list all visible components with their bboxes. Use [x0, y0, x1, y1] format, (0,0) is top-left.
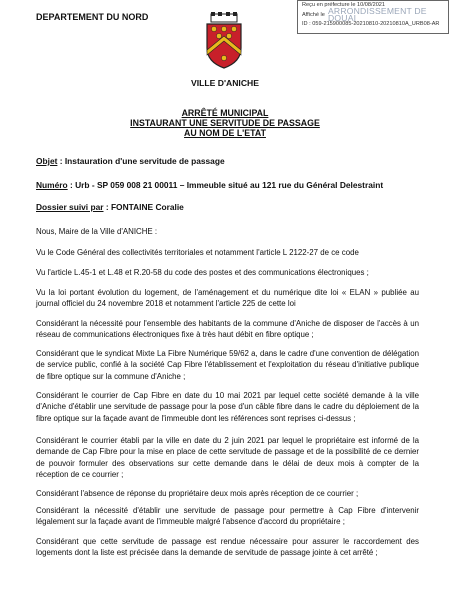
paragraph-considerant-6: Considérant la nécessité d'établir une servitude de passage pour permettre à Cap Fibre d'intervenir légalement sur la façade avant de l'immeuble malgré l'absence d'accord du propriétaire ;: [36, 506, 419, 527]
paragraph-vu-cpce: Vu l'article L.45-1 et L.48 et R.20-58 du code des postes et des communications électroniques ;: [36, 268, 369, 277]
stamp-posted: Affiché le: [302, 12, 325, 18]
stamp-arrondissement: ARRONDISSEMENT DE DOUAI: [328, 6, 427, 23]
paragraph-considerant-1: Considérant la nécessité pour l'ensemble des habitants de la commune d'Aniche de disposer de l'accès à un réseau de communications électroniques fixe à très haut débit en fibre optique ;: [36, 319, 419, 340]
paragraph-considerant-2: Considérant que le syndicat Mixte La Fibre Numérique 59/62 a, dans le cadre d'une convention de délégation de service public, confié à la société Cap Fibre l'établissement et l'exploitation du réseau d'initiative publique de fibre optique sur la commune d'Aniche ;: [36, 349, 419, 381]
number-text: : Urb - SP 059 008 21 00011 – Immeuble situé au 121 rue du Général Delestraint: [67, 180, 384, 190]
paragraph-considerant-5: Considérant l'absence de réponse du propriétaire deux mois après réception de ce courrier ;: [36, 489, 359, 498]
number-label: Numéro: [36, 180, 68, 190]
coat-of-arms-icon: [203, 12, 245, 70]
paragraph-vu-elan: Vu la loi portant évolution du logement, de l'aménagement et du numérique dite loi « ELAN » publiée au journal officiel du 24 novembre 2018 et notamment l'article 225 de cette loi: [36, 288, 419, 309]
stamp-id: ID : 059-215900085-20210810-20210810A_URB08-AR: [302, 21, 440, 27]
subject-line: [36, 156, 225, 166]
department-header: DEPARTEMENT DU NORD: [36, 12, 149, 22]
followed-by-label: Dossier suivi par: [36, 202, 104, 212]
subject-text: : Instauration d'une servitude de passage: [57, 156, 225, 166]
decree-title-line1: ARRÊTÉ MUNICIPAL: [181, 108, 269, 118]
number-line: [36, 180, 383, 190]
decree-title-line2: INSTAURANT UNE SERVITUDE DE PASSAGE: [130, 118, 320, 128]
paragraph-vu-cgct: Vu le Code Général des collectivités territoriales et notamment l'article L 2122-27 de ce code: [36, 248, 359, 257]
stamp-received: Reçu en préfecture le 10/08/2021: [302, 2, 386, 8]
paragraph-considerant-4: Considérant le courrier établi par la ville en date du 2 juin 2021 par lequel le propriétaire est informé de la demande de Cap Fibre pour la mise en place de cette servitude de passage et de la possibilité de ce dernier de pouvoir formuler des observations sur cette demande dans le délai de deux mois à compter de la réception de ce courrier ;: [36, 436, 419, 479]
subject-label: Objet: [36, 156, 58, 166]
decree-title-line3: AU NOM DE L'ETAT: [184, 128, 266, 138]
paragraph-intro: Nous, Maire de la Ville d'ANICHE :: [36, 227, 158, 236]
followed-by-line: [36, 202, 184, 212]
paragraph-considerant-3: Considérant le courrier de Cap Fibre en date du 10 mai 2021 par lequel cette société demande à la ville d'Aniche d'établir une servitude de passage pour la pose d'un câble fibre dans le cadre du déploiement de la fibre optique sur la façade avant de l'immeuble dont les références sont reprises ci-dessus ;: [36, 391, 419, 423]
paragraph-considerant-7: Considérant que cette servitude de passage est rendue nécessaire pour assurer le raccordement des logements dont la liste est précisée dans la demande de servitude de passage jointe à cet arrêté ;: [36, 537, 419, 558]
city-name: VILLE D'ANICHE: [191, 78, 259, 88]
prefecture-stamp: [297, 0, 449, 34]
followed-by-text: : FONTAINE Coralie: [103, 202, 184, 212]
